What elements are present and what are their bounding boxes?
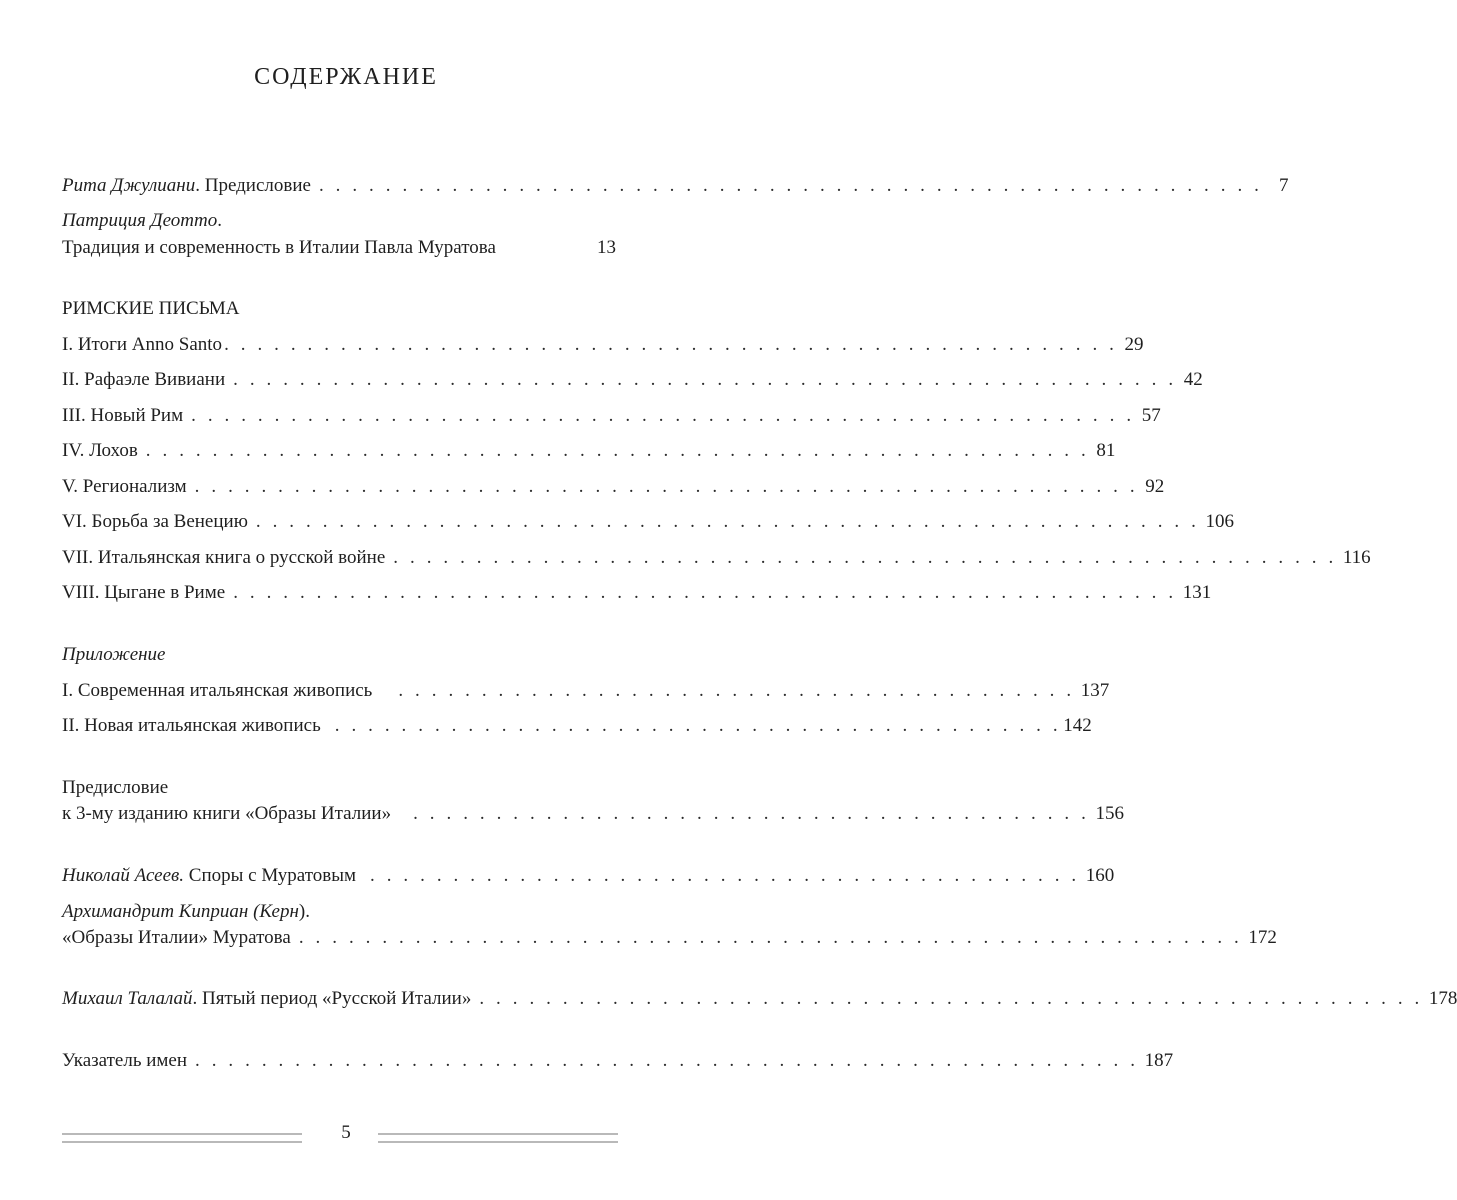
- dot-leader: . . . . . . . . . . . . . . . . . . . . . . . . . . . . . . . . . . . . . . . . . . . . . . . . . . . . . . . . .: [479, 988, 1423, 1009]
- entry-title: VI. Борьба за Венецию: [62, 511, 248, 532]
- entry-author: Патриция Деотто: [62, 210, 218, 231]
- toc-entry-aseev[interactable]: [62, 864, 1115, 888]
- entry-page-number: 187: [1144, 1050, 1174, 1071]
- entry-title: Указатель имен: [62, 1050, 188, 1071]
- dot-leader: . . . . . . . . . . . . . . . . . . . . . . . . . . . . . . . . . . . . . . . . . . . . . . . . . . . . . .: [224, 334, 1118, 355]
- dot-leader: . . . . . . . . . . . . . . . . . . . . . . . . . . . . . . . . . . . . . . . . . . . . . . . . . . . . . . . . .: [255, 511, 1200, 532]
- toc-entry-roman-2[interactable]: [62, 368, 1203, 392]
- entry-title: «Образы Италии» Муратова: [62, 927, 291, 948]
- toc-entry-talalai[interactable]: [62, 987, 1457, 1011]
- toc-entry-roman-5[interactable]: [62, 475, 1165, 499]
- dot-leader: . . . . . . . . . . . . . . . . . . . . . . . . . . . . . . . . . . . . . . . . . . . . . . . . . . . . . . . . .: [318, 175, 1263, 196]
- toc-entry-roman-6[interactable]: [62, 510, 1234, 534]
- entry-page-number: 106: [1205, 511, 1234, 532]
- entry-page-number: 142: [1063, 715, 1092, 736]
- dot-leader: . . . . . . . . . . . . . . . . . . . . . . . . . . . . . . . . . . . . . . . . . . . . . . . . . . . . . . . . .: [194, 476, 1139, 497]
- entry-page-number: 156: [1095, 803, 1124, 824]
- toc-entry-preface-3rd[interactable]: [62, 802, 1124, 826]
- entry-page-number: 131: [1182, 582, 1212, 603]
- entry-title: VII. Итальянская книга о русской войне: [62, 547, 386, 568]
- entry-page-number: 7: [1279, 175, 1289, 196]
- entry-title: III. Новый Рим: [62, 405, 184, 426]
- entry-title: Традиция и современность в Италии Павла Муратова: [62, 237, 496, 258]
- dot-leader: . . . . . . . . . . . . . . . . . . . . . . . . . . . . . . . . . . . . . . . . . . . . . . . . . . . . . . . . .: [233, 582, 1177, 603]
- entry-page-number: 57: [1141, 405, 1161, 426]
- toc-entry-deotto[interactable]: [62, 236, 616, 260]
- entry-title: . Предисловие: [195, 175, 311, 196]
- toc-entry-roman-8[interactable]: [62, 581, 1212, 605]
- entry-author: Архимандрит Киприан (Керн: [62, 901, 299, 922]
- toc-entry-deotto-author-line: [62, 209, 622, 233]
- entry-page-number: 178: [1428, 988, 1457, 1009]
- section-heading-appendix: Приложение: [62, 644, 166, 665]
- entry-author: Николай Асеев.: [62, 865, 185, 886]
- entry-title: I. Современная итальянская живопись: [62, 680, 373, 701]
- dot-leader: . . . . . . . . . . . . . . . . . . . . . . . . . . . . . . . . . . . . . . . . . . . .: [334, 715, 1062, 736]
- entry-page-number: 172: [1248, 927, 1277, 948]
- toc-entry-roman-4[interactable]: [62, 439, 1116, 463]
- toc-entry-appendix-1[interactable]: [62, 679, 1110, 703]
- page-title: СОДЕРЖАНИЕ: [254, 64, 438, 90]
- entry-page-number: 160: [1085, 865, 1115, 886]
- toc-entry-preface-3rd-line1: Предисловие: [62, 777, 169, 798]
- entry-title: IV. Лохов: [62, 440, 138, 461]
- entry-title: Споры с Муратовым: [184, 865, 357, 886]
- entry-author: Михаил Талалай: [62, 988, 193, 1009]
- toc-entry-kiprian[interactable]: [62, 926, 1277, 950]
- entry-page-number: 29: [1124, 334, 1144, 355]
- section-heading-roman-letters: РИМСКИЕ ПИСЬМА: [62, 298, 240, 319]
- entry-title: V. Регионализм: [62, 476, 187, 497]
- entry-page-number: 116: [1342, 547, 1371, 568]
- toc-entry-index[interactable]: [62, 1049, 1174, 1073]
- toc-entry-roman-3[interactable]: [62, 404, 1161, 428]
- toc-entry-appendix-2[interactable]: [62, 714, 1092, 738]
- entry-title: к 3-му изданию книги «Образы Италии»: [62, 803, 392, 824]
- toc-entry-kiprian-author-line: [62, 900, 622, 924]
- dot-leader: . . . . . . . . . . . . . . . . . . . . . . . . . . . . . . . . . . . . . . . . . . . . . . . . . . . . . . . . .: [393, 547, 1337, 568]
- entry-page-number: 42: [1183, 369, 1203, 390]
- entry-title: II. Рафаэле Вивиани: [62, 369, 226, 390]
- toc-entry-preface-giuliani[interactable]: [62, 174, 1289, 198]
- entry-title: . Пятый период «Русской Италии»: [192, 988, 472, 1009]
- entry-title: I. Итоги Anno Santo: [62, 334, 223, 355]
- entry-author: Рита Джулиани: [62, 175, 196, 196]
- page-number: 5: [341, 1122, 351, 1143]
- dot-leader: . . . . . . . . . . . . . . . . . . . . . . . . . . . . . . . . . . . . . . . . .: [398, 680, 1075, 701]
- dot-leader: . . . . . . . . . . . . . . . . . . . . . . . . . . . . . . . . . . . . . . . . . . . . . . . . . . . . . . . . .: [233, 369, 1177, 390]
- entry-title: VIII. Цыгане в Риме: [62, 582, 226, 603]
- entry-page-number: 81: [1096, 440, 1116, 461]
- entry-punct: .: [217, 210, 222, 231]
- dot-leader: . . . . . . . . . . . . . . . . . . . . . . . . . . . . . . . . . . . . . . . . . . . . . . . . . . . . . . . . .: [145, 440, 1090, 461]
- entry-page-number: 92: [1145, 476, 1165, 497]
- dot-leader: . . . . . . . . . . . . . . . . . . . . . . . . . . . . . . . . . . . . . . . . . . . . . . . . . . . . . . . . .: [191, 405, 1135, 426]
- toc-entry-roman-7[interactable]: [62, 546, 1371, 570]
- dot-leader: . . . . . . . . . . . . . . . . . . . . . . . . . . . . . . . . . . . . . . . . . . . . . . . . . . . . . . . . .: [298, 927, 1243, 948]
- entry-page-number: 137: [1080, 680, 1110, 701]
- dot-leader: . . . . . . . . . . . . . . . . . . . . . . . . . . . . . . . . . . . . . . . . . . .: [370, 865, 1080, 886]
- entry-punct: ).: [298, 901, 310, 922]
- footer-rule-right: [378, 1133, 618, 1143]
- entry-title: II. Новая итальянская живопись: [62, 715, 321, 736]
- toc-entry-roman-1[interactable]: [62, 333, 1144, 357]
- entry-page-number: 13: [597, 237, 616, 258]
- dot-leader: . . . . . . . . . . . . . . . . . . . . . . . . . . . . . . . . . . . . . . . . . . . . . . . . . . . . . . . . .: [195, 1050, 1139, 1071]
- dot-leader: . . . . . . . . . . . . . . . . . . . . . . . . . . . . . . . . . . . . . . . . .: [413, 803, 1090, 824]
